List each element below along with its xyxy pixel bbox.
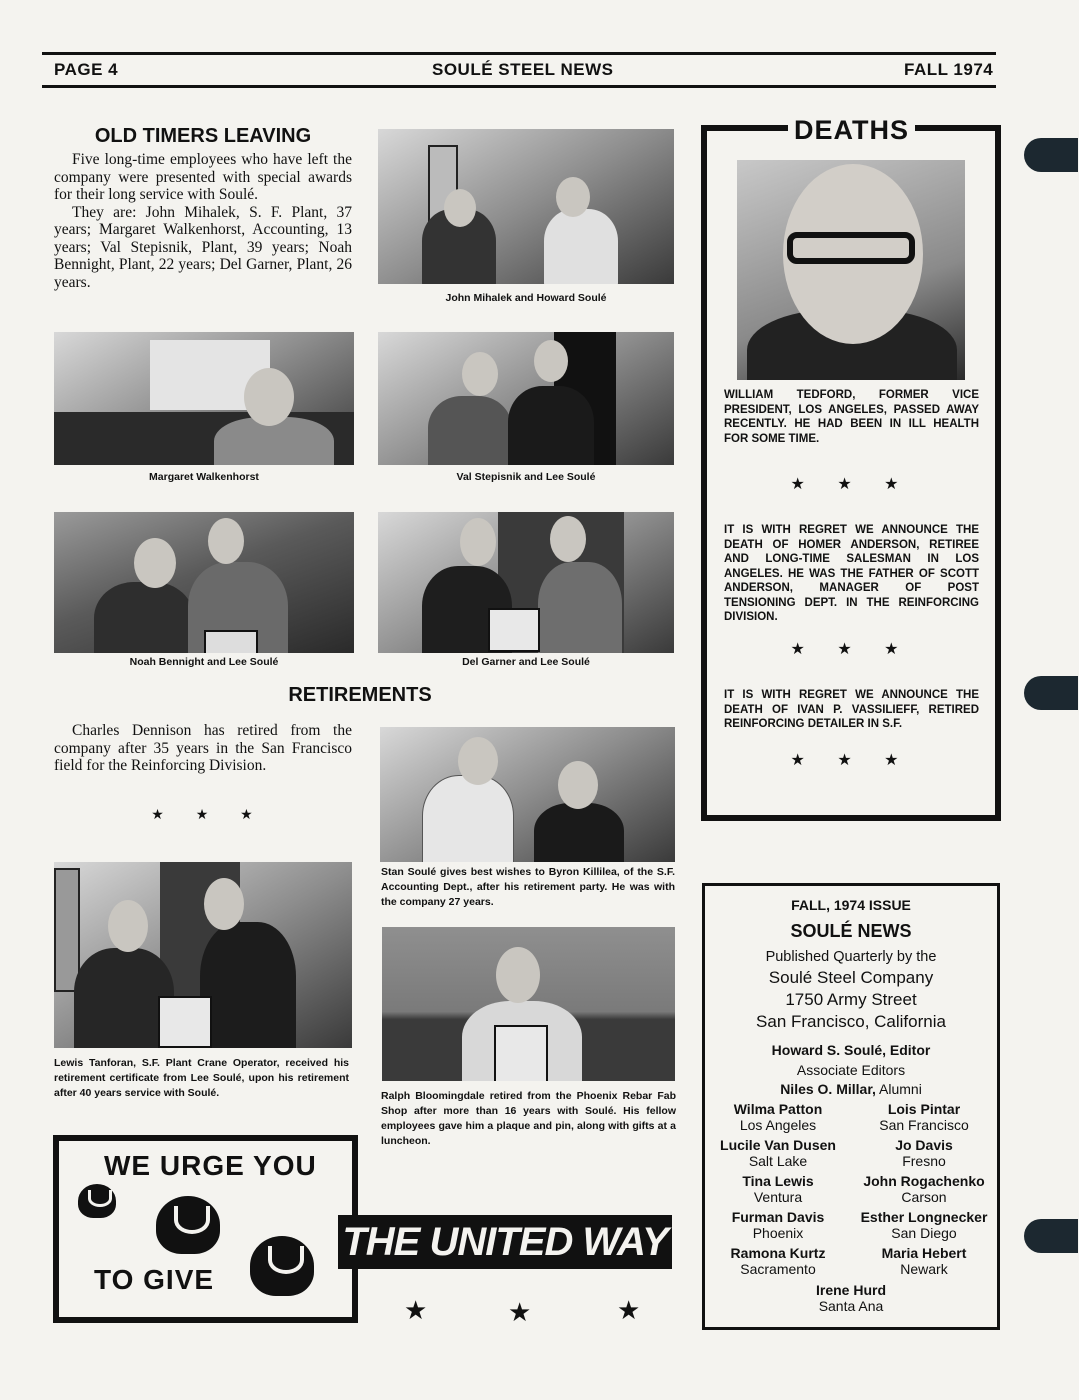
deaths-stars-2: ★ ★ ★ [790, 641, 913, 658]
editor-place: Phoenix [752, 1225, 804, 1241]
editor-name: Irene Hurd [815, 1282, 886, 1298]
united-way-star: ★ [508, 1297, 532, 1327]
united-way-star: ★ [404, 1295, 428, 1325]
associate-editor [851, 1209, 997, 1241]
person-figure [422, 775, 514, 862]
person-head [244, 368, 294, 426]
associate-editor [851, 1101, 997, 1133]
person-figure [508, 386, 594, 465]
person-head [208, 518, 244, 564]
associate-editor [851, 1137, 997, 1169]
editor-name: Lucile Van Dusen [720, 1137, 836, 1153]
editor-name: Jo Davis [895, 1137, 953, 1153]
editor-name: Tina Lewis [742, 1173, 814, 1189]
photo-stepisnik-soule [378, 332, 674, 465]
retirements-article [54, 722, 352, 775]
photo-tanforan [54, 862, 352, 1048]
caption-bennight: Noah Bennight and Lee Soulé [129, 656, 279, 668]
united-way-urge: WE URGE YOU [104, 1150, 317, 1181]
editor-place: San Francisco [879, 1117, 969, 1133]
wall-frame [54, 868, 80, 992]
binder-hole [1024, 676, 1078, 710]
deaths-stars-3: ★ ★ ★ [790, 752, 913, 769]
masthead-published: Published Quarterly by the [765, 949, 937, 965]
masthead-company: Soulé Steel Company [768, 968, 934, 987]
glasses [787, 232, 915, 264]
person-head [534, 340, 568, 382]
page-number: PAGE 4 [54, 60, 119, 79]
person-head [444, 189, 476, 227]
binder-hole [1024, 138, 1078, 172]
person-figure [544, 209, 618, 284]
editor-name: John Rogachenko [863, 1173, 985, 1189]
person-figure [538, 562, 622, 653]
editor-place: Ventura [753, 1189, 803, 1205]
masthead-street: 1750 Army Street [785, 990, 917, 1009]
binder-hole [1024, 1219, 1078, 1253]
editor-name: Ramona Kurtz [730, 1245, 826, 1261]
person-head [550, 516, 586, 562]
masthead-alumni-line [705, 1081, 997, 1097]
person-figure [534, 803, 624, 862]
person-head [460, 518, 496, 566]
caption-bloomingdale: Ralph Bloomingdale retired from the Phoenix Rebar Fab Shop after more than 16 years with Soulé. His fellow employees gave him a plaque and pin, along with gifts at a luncheon. [381, 1090, 676, 1147]
old-timers-paragraph-1: Five long-time employees who have left the company were presented with special awards for their long service with Soulé. [54, 151, 352, 203]
masthead-associate: Associate Editors [796, 1062, 906, 1078]
photo-walkenhorst [54, 332, 354, 465]
certificate [204, 630, 258, 653]
header-top-rule [42, 52, 996, 55]
associate-editor [705, 1173, 851, 1205]
caption-stepisnik: Val Stepisnik and Lee Soulé [456, 471, 596, 483]
old-timers-paragraph-2: They are: John Mihalek, S. F. Plant, 37 years; Margaret Walkenhorst, Accounting, 13 years; Val Stepisnik, Plant, 39 years; Noah Bennight, Plant, 22 years; Del Garner, Plant, 26 years. [54, 203, 352, 291]
united-way-hand-icon [156, 1196, 220, 1254]
person-head [462, 352, 498, 396]
person-figure [94, 582, 194, 653]
person-head [134, 538, 176, 588]
associate-editor [778, 1282, 924, 1314]
editor-place: Salt Lake [748, 1153, 808, 1169]
issue-season: FALL 1974 [904, 60, 994, 79]
person-head [558, 761, 598, 809]
person-head [496, 947, 540, 1003]
caption-walkenhorst: Margaret Walkenhorst [149, 471, 259, 483]
caption-tanforan: Lewis Tanforan, S.F. Plant Crane Operator, received his retirement certificate from Lee Soulé, upon his retirement after 40 years service with Soulé. [54, 1057, 349, 1099]
editor-place: Los Angeles [739, 1117, 817, 1133]
masthead-box [702, 883, 1000, 1330]
masthead-alumni-name: Niles O. Millar, [780, 1081, 876, 1097]
editor-place: Santa Ana [818, 1298, 884, 1314]
editor-name: Esther Longnecker [860, 1209, 988, 1225]
death-notice-tedford: WILLIAM TEDFORD, FORMER VICE PRESIDENT, LOS ANGELES, PASSED AWAY RECENTLY. HE HAD BEEN IN ILL HEALTH FOR SOME TIME. [724, 389, 979, 445]
masthead-name: SOULÉ NEWS [790, 921, 912, 941]
masthead-issue: FALL, 1974 ISSUE [791, 897, 911, 913]
person-head [458, 737, 498, 785]
masthead-alumni-label: Alumni [879, 1081, 922, 1097]
editor-place: Sacramento [740, 1261, 816, 1277]
associate-editor [705, 1137, 851, 1169]
associate-editor [705, 1209, 851, 1241]
person-figure [428, 396, 512, 465]
united-way-hand-icon [250, 1236, 314, 1296]
editor-place: Newark [900, 1261, 948, 1277]
header-bottom-rule [42, 85, 996, 88]
editor-name: Furman Davis [731, 1209, 825, 1225]
person-figure [200, 922, 296, 1048]
photo-bennight-soule [54, 512, 354, 653]
united-way-give: TO GIVE [94, 1264, 215, 1295]
associate-editor [851, 1173, 997, 1205]
retirements-stars: ★ ★ ★ [151, 806, 267, 822]
editor-place: Carson [901, 1189, 947, 1205]
associate-editor [851, 1245, 997, 1277]
old-timers-article [54, 151, 352, 291]
masthead-editor: Howard S. Soulé, Editor [771, 1042, 931, 1058]
united-way-hand-icon [78, 1184, 116, 1218]
photo-tedford [737, 160, 965, 380]
caption-garner: Del Garner and Lee Soulé [462, 656, 590, 668]
photo-bloomingdale [382, 927, 675, 1081]
person-head [108, 900, 148, 952]
paper-title: SOULÉ STEEL NEWS [432, 60, 614, 79]
united-way-banner: THE UNITED WAY [338, 1215, 672, 1269]
deaths-heading: DEATHS [788, 115, 915, 146]
logo-inner [174, 1206, 210, 1234]
death-notice-vassilieff: IT IS WITH REGRET WE ANNOUNCE THE DEATH OF IVAN P. VASSILIEFF, RETIRED REINFORCING DETAILER IN S.F. [724, 689, 979, 730]
plaque [494, 1025, 548, 1081]
editor-place: Fresno [902, 1153, 946, 1169]
old-timers-heading: OLD TIMERS LEAVING [94, 125, 312, 147]
person-head [556, 177, 590, 217]
caption-killilea: Stan Soulé gives best wishes to Byron Killilea, of the S.F. Accounting Dept., after his retirement party. He was with the company 27 years. [381, 866, 675, 908]
editor-place: San Diego [891, 1225, 957, 1241]
retirements-paragraph: Charles Dennison has retired from the company after 35 years in the San Francisco field for the Reinforcing Division. [54, 722, 352, 774]
photo-garner-soule [378, 512, 674, 653]
certificate [158, 996, 212, 1048]
photo-mihalek-soule [378, 129, 674, 284]
editor-name: Maria Hebert [881, 1245, 967, 1261]
caption-mihalek: John Mihalek and Howard Soulé [445, 292, 607, 304]
photo-killilea [380, 727, 675, 862]
retirements-heading: RETIREMENTS [288, 684, 432, 706]
certificate [488, 608, 540, 652]
masthead-city: San Francisco, California [756, 1012, 946, 1031]
associate-editor [705, 1101, 851, 1133]
logo-inner [268, 1246, 304, 1274]
associate-editor [705, 1245, 851, 1277]
united-way-star: ★ [617, 1295, 641, 1325]
editor-name: Wilma Patton [733, 1101, 823, 1117]
deaths-stars-1: ★ ★ ★ [790, 476, 913, 493]
logo-inner [88, 1190, 112, 1207]
editor-name: Lois Pintar [887, 1101, 961, 1117]
person-head [204, 878, 244, 930]
death-notice-anderson: IT IS WITH REGRET WE ANNOUNCE THE DEATH OF HOMER ANDERSON, RETIREE AND LONG-TIME SALESMAN IN LOS ANGELES. HE WAS THE FATHER OF SCOTT ANDERSON, MANAGER OF POST TENSIONING DEPT. IN THE REINFORCING DIVISION. [724, 524, 979, 623]
